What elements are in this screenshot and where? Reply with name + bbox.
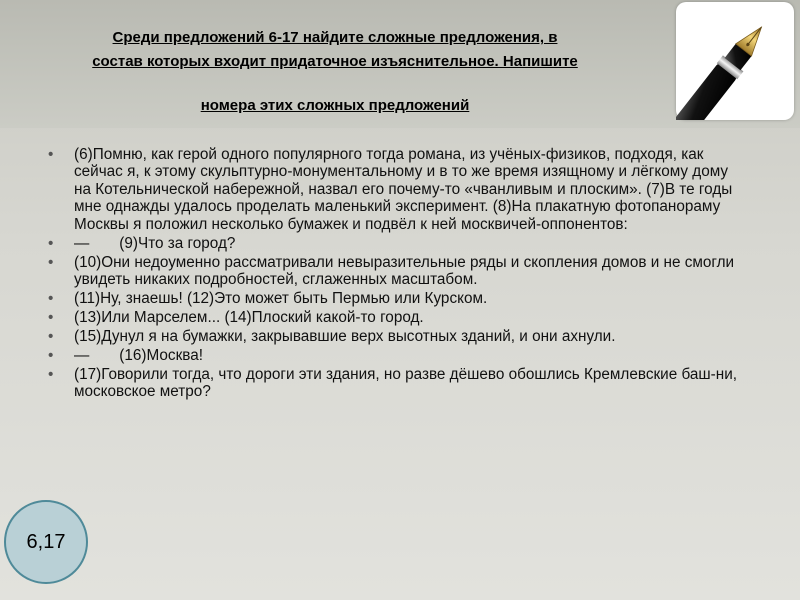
list-item-dash: —: [74, 234, 90, 252]
list-item: [48, 347, 748, 364]
list-item: [48, 235, 748, 252]
answer-badge: 6,17: [4, 500, 88, 584]
list-item-text: (9)Что за город?: [119, 234, 236, 252]
list-item: [48, 309, 748, 326]
list-item-text: (13)Или Марселем... (14)Плоский какой-то город.: [74, 309, 424, 327]
list-item: [48, 290, 748, 307]
list-item-text: (10)Они недоуменно рассматривали невыразительные ряды и скопления домов и не смогли увидеть никаких подробностей, сглаженных масштабом.: [74, 253, 735, 289]
title-line-3: номера этих сложных предложений: [200, 97, 470, 114]
sentence-list-container: [48, 146, 748, 402]
sentence-list: [48, 146, 748, 401]
list-item-dash: —: [74, 347, 90, 365]
list-item: [48, 254, 748, 289]
fountain-pen-icon: [676, 2, 794, 120]
list-item: [48, 146, 748, 233]
list-item-text: (16)Москва!: [119, 347, 203, 365]
slide-title: [0, 26, 670, 74]
list-item-text: (11)Ну, знаешь! (12)Это может быть Пермью или Курском.: [74, 290, 488, 308]
list-item-text: (6)Помню, как герой одного популярного тогда романа, из учёных-физиков, подходя, как сейчас я, к этому скульптурно-монументальному и в то же время изящному и лёгкому дому на Котельнической набережной, назвал его почему-то «чванливым и плоским». (7)В те годы мне однажды удалось проделать маленький эксперимент. (8)На плакатную фотопанораму Москвы я положил несколько бумажек и подвёл к ней москвичей-оппонентов:: [74, 146, 733, 233]
list-item: [48, 366, 748, 401]
title-line-2: состав которых входит придаточное изъяснительное. Напишите: [92, 53, 578, 70]
list-item-text: (17)Говорили тогда, что дороги эти здания, но разве дёшево обошлись Кремлевские баш-ни, московское метро?: [74, 366, 737, 401]
title-line-1: Среди предложений 6-17 найдите сложные предложения, в: [112, 29, 558, 46]
pen-illustration: [676, 2, 794, 120]
list-item-text: (15)Дунул я на бумажки, закрывавшие верх высотных зданий, и они ахнули.: [74, 328, 616, 346]
list-item: [48, 328, 748, 345]
